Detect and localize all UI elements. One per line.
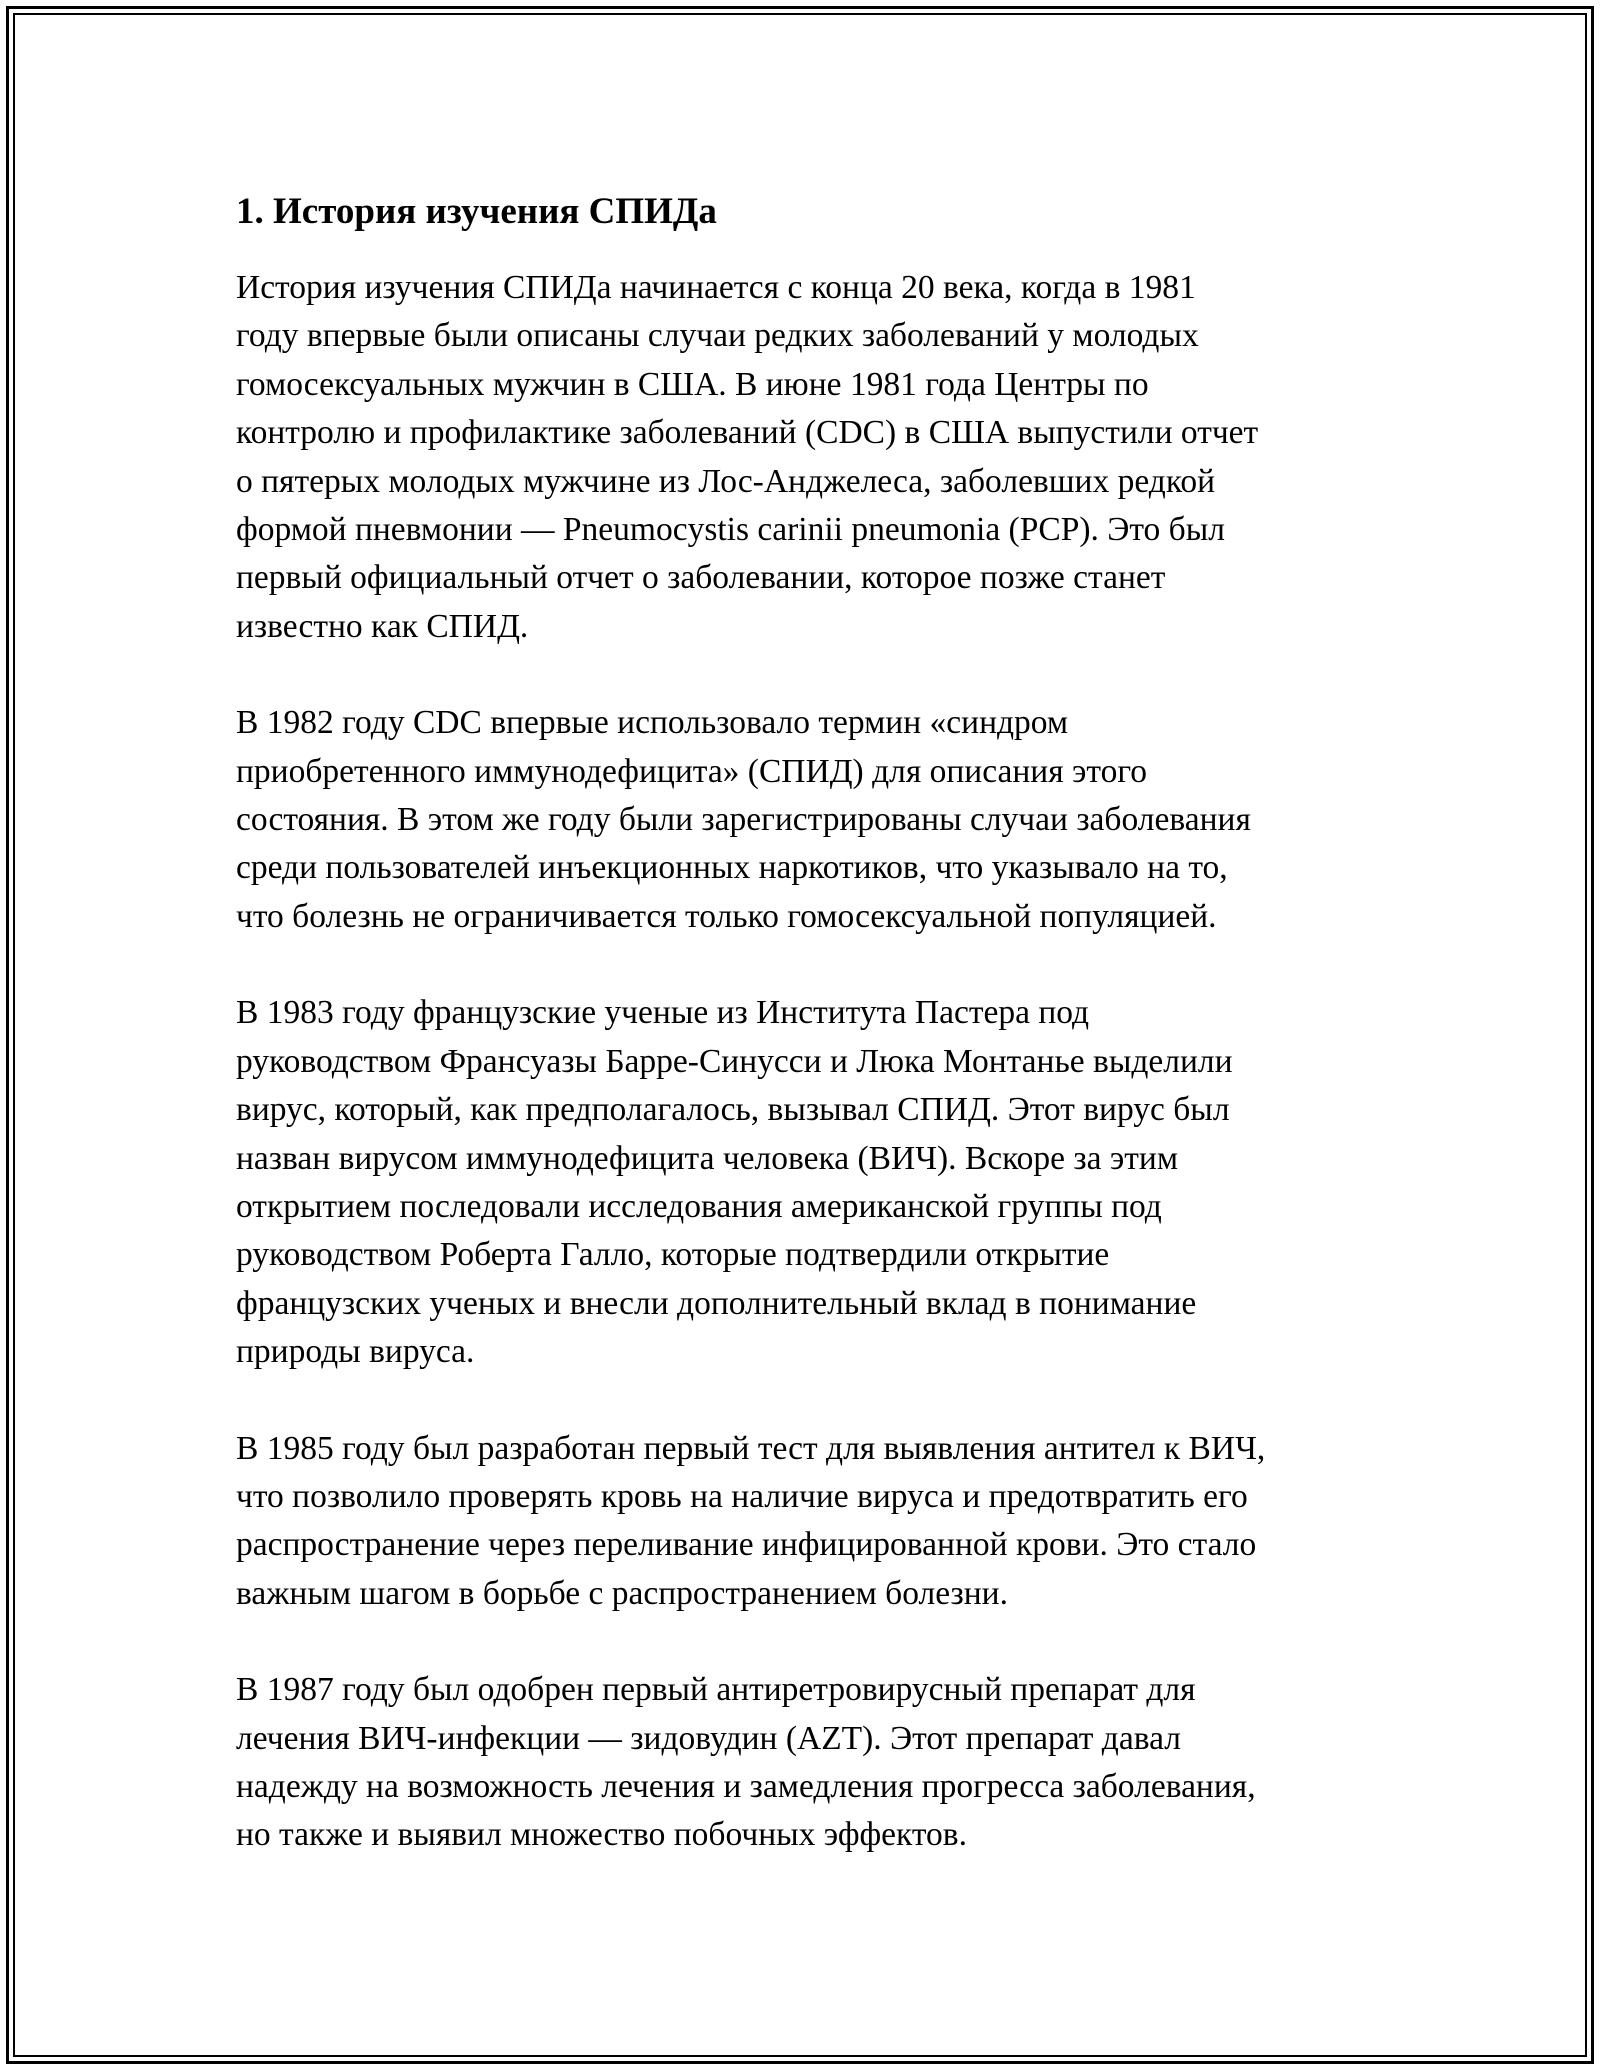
section-title: 1. История изучения СПИДа [236, 191, 717, 232]
paragraph-3: В 1983 году французские ученые из Института Пастера под руководством Франсуазы Барре-Синусси и Люка Монтанье выделили вирус, который, как предполагалось, вызывал СПИД. Этот вирус был назван вирусом иммунодефицита человека (ВИЧ). Вскоре за этим открытием последовали исследования американской группы под руководством Роберта Галло, которые подтвердили открытие французских ученых и внесли дополнительный вклад в понимание природы вируса. [236, 994, 1233, 1371]
paragraph-2: В 1982 году CDC впервые использовало термин «синдром приобретенного иммунодефицита» (СПИД) для описания этого состояния. В этом же году были зарегистрированы случаи заболевания среди пользователей инъекционных наркотиков, что указывало на то, что болезнь не ограничивается только гомосексуальной популяцией. [236, 704, 1251, 935]
paragraph-4: В 1985 году был разработан первый тест для выявления антител к ВИЧ, что позволило проверять кровь на наличие вируса и предотвратить его распространение через переливание инфицированной крови. Это стало важным шагом в борьбе с распространением болезни. [236, 1429, 1266, 1612]
paragraph-5: В 1987 году был одобрен первый антиретровирусный препарат для лечения ВИЧ-инфекции — зидовудин (AZT). Этот препарат давал надежду на возможность лечения и замедления прогресса заболевания, но также и выявил множество побочных эффектов. [236, 1671, 1256, 1854]
document-body [236, 186, 1396, 1908]
paragraph-1: История изучения СПИДа начинается с конца 20 века, когда в 1981 году впервые были описаны случаи редких заболеваний у молодых гомосексуальных мужчин в США. В июне 1981 года Центры по контролю и профилактике заболеваний (CDC) в США выпустили отчет о пятерых молодых мужчине из Лос-Анджелеса, заболевших редкой формой пневмонии — Pneumocystis carinii pneumonia (PCP). Это был первый официальный отчет о заболевании, которое позже станет известно как СПИД. [236, 269, 1259, 645]
